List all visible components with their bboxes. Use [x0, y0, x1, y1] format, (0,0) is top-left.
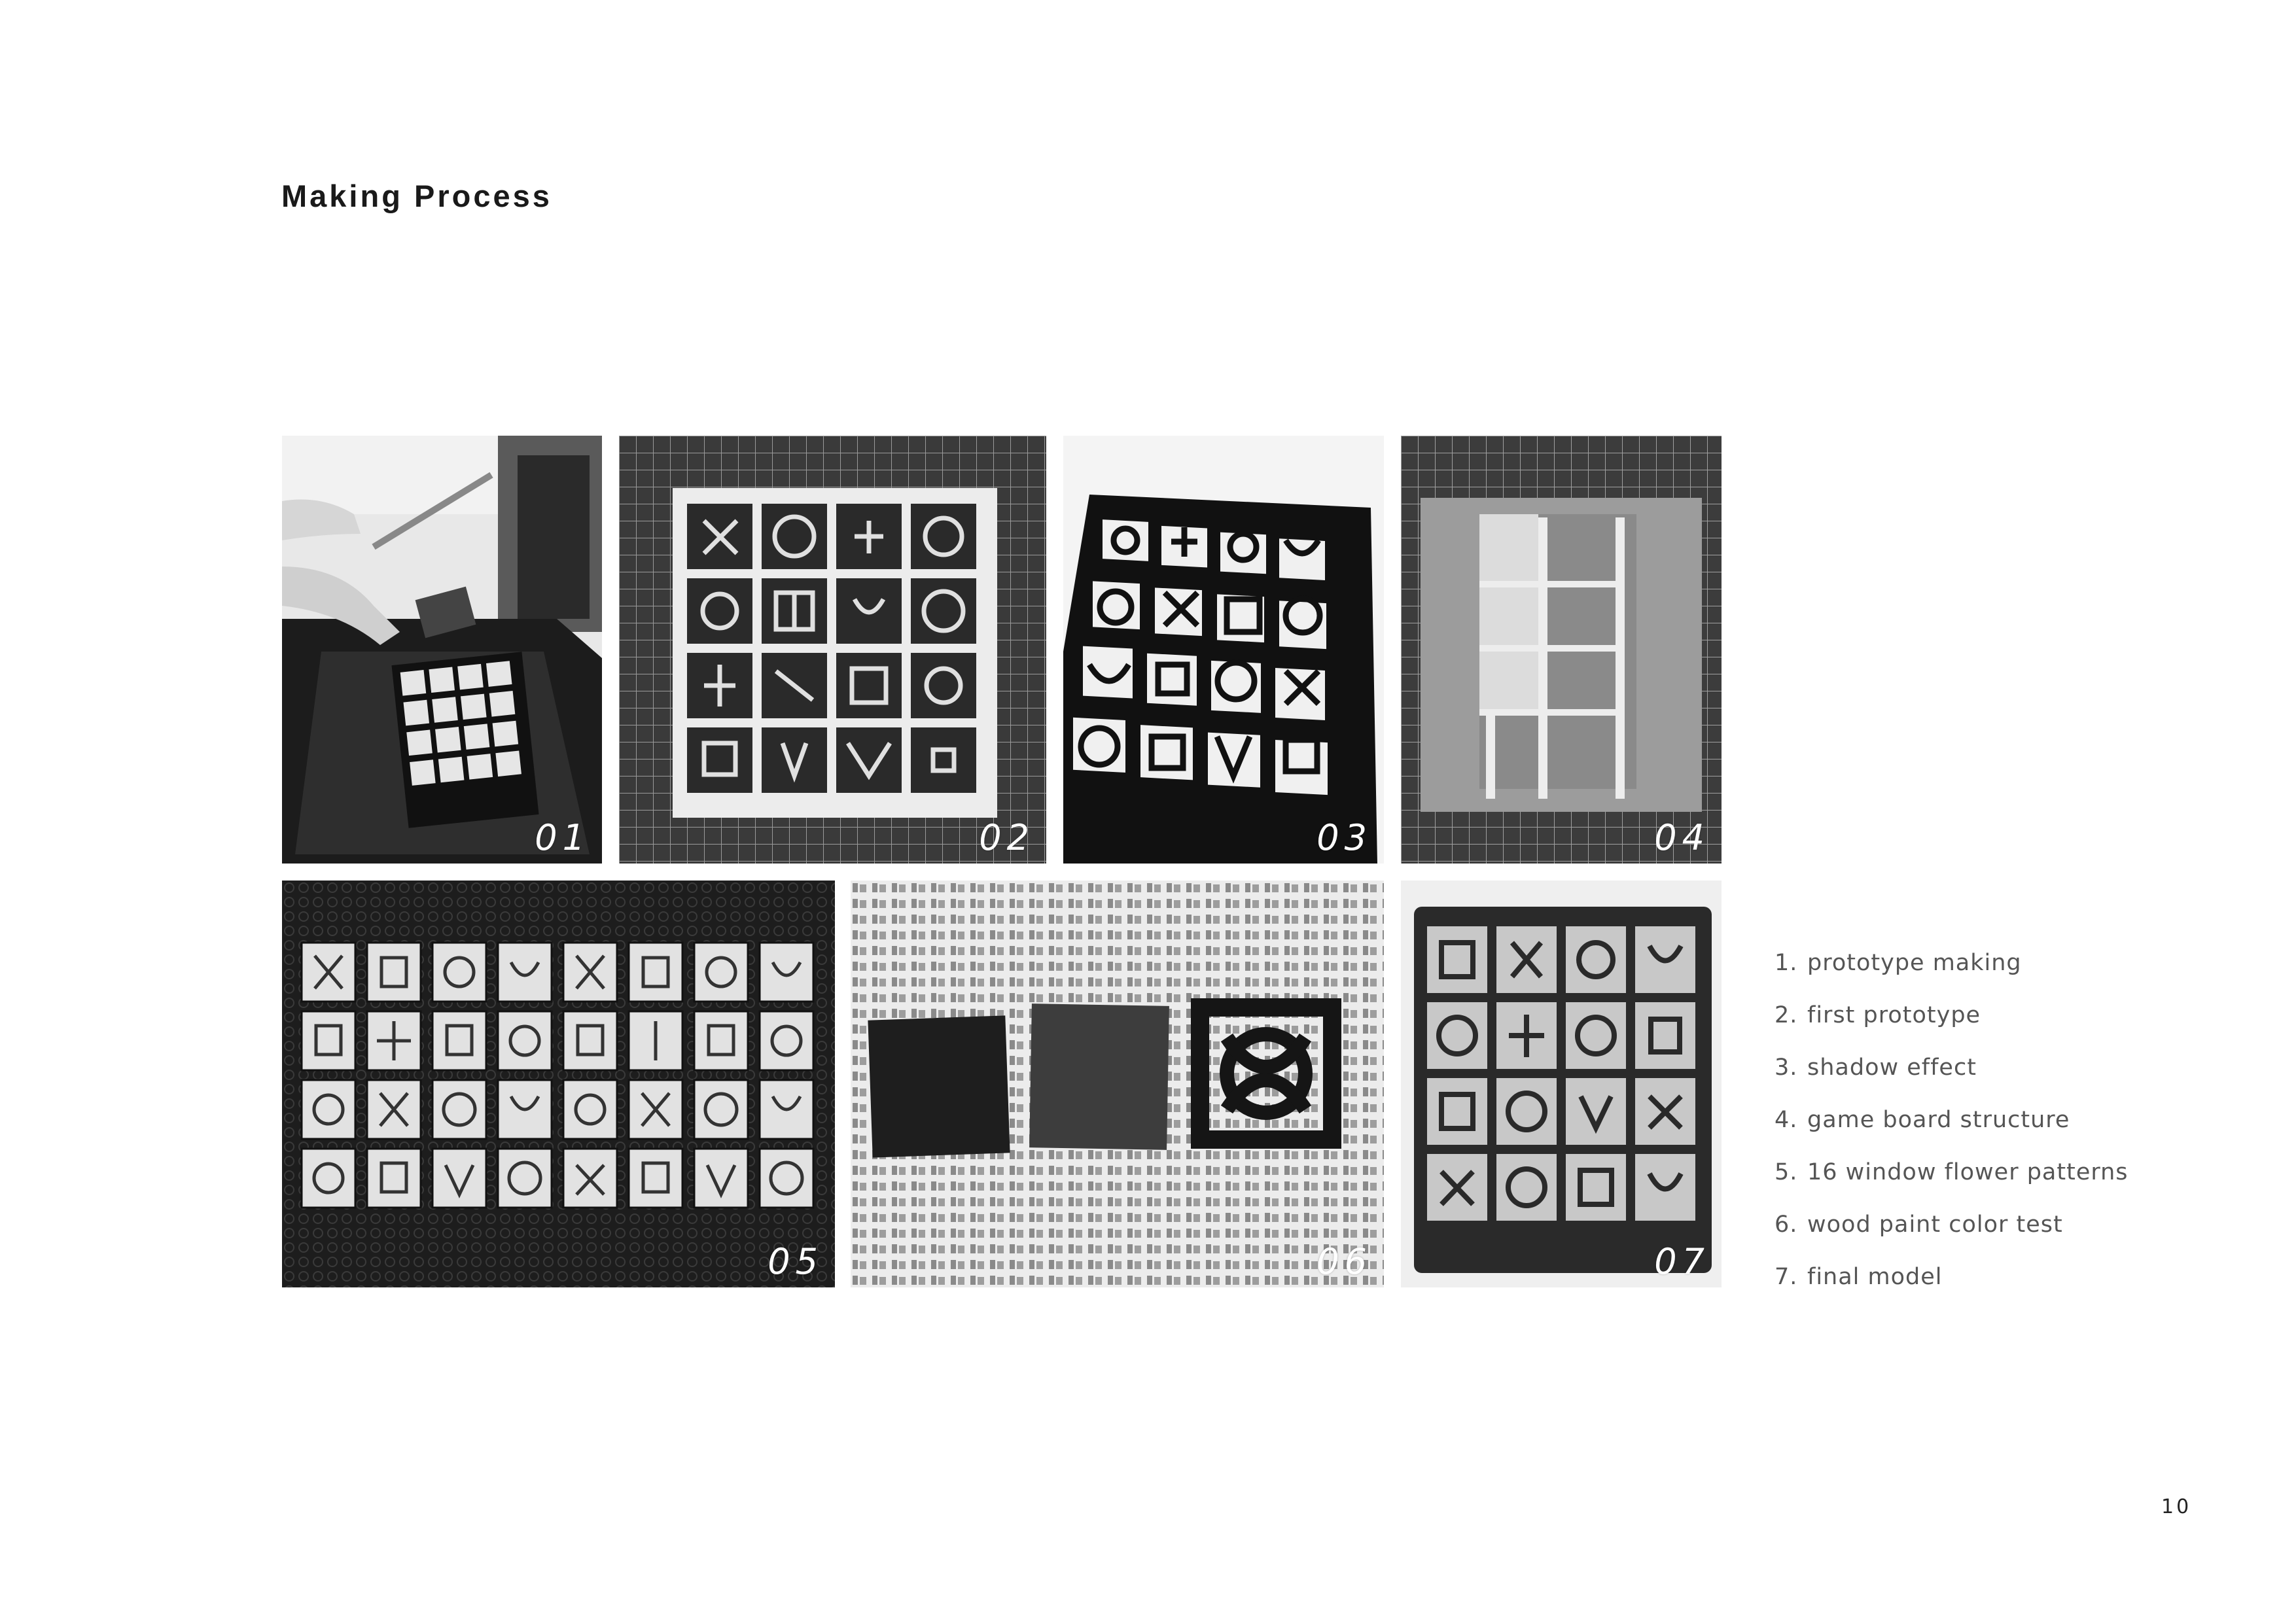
photo-final-model	[1401, 881, 1722, 1287]
photo-window-flower-patterns	[282, 881, 835, 1287]
caption-number: 4.	[1775, 1107, 1798, 1133]
caption-number: 5.	[1775, 1159, 1798, 1185]
photo-caption-list	[1775, 937, 2128, 1303]
caption-number: 7.	[1775, 1264, 1798, 1290]
caption-number: 1.	[1775, 950, 1798, 976]
photo-wood-paint-color-test	[851, 881, 1384, 1287]
photo-number: 05	[768, 1241, 823, 1282]
caption-item	[1775, 1041, 2128, 1094]
caption-number: 2.	[1775, 1002, 1798, 1028]
photo-number: 03	[1316, 817, 1372, 858]
caption-label: first prototype	[1807, 1002, 1981, 1028]
caption-item	[1775, 1251, 2128, 1303]
caption-item	[1775, 989, 2128, 1041]
caption-label: shadow effect	[1807, 1055, 1977, 1081]
caption-item	[1775, 1198, 2128, 1251]
photo-first-prototype	[619, 436, 1046, 864]
caption-label: wood paint color test	[1807, 1212, 2063, 1238]
photo-number: 01	[535, 817, 590, 858]
caption-label: final model	[1807, 1264, 1943, 1290]
page-number: 10	[2161, 1495, 2192, 1518]
caption-label: 16 window flower patterns	[1807, 1159, 2128, 1185]
page-title: Making Process	[281, 179, 552, 213]
photo-number: 07	[1654, 1241, 1710, 1282]
caption-number: 6.	[1775, 1212, 1798, 1238]
photo-game-board-structure	[1401, 436, 1722, 864]
photo-number: 02	[979, 817, 1034, 858]
caption-label: game board structure	[1807, 1107, 2070, 1133]
caption-item	[1775, 937, 2128, 989]
caption-item	[1775, 1094, 2128, 1146]
caption-item	[1775, 1146, 2128, 1198]
caption-number: 3.	[1775, 1055, 1798, 1081]
photo-number: 04	[1654, 817, 1710, 858]
photo-number: 06	[1316, 1241, 1372, 1282]
caption-label: prototype making	[1807, 950, 2022, 976]
photo-prototype-making	[282, 436, 602, 864]
photo-shadow-effect	[1063, 436, 1384, 864]
